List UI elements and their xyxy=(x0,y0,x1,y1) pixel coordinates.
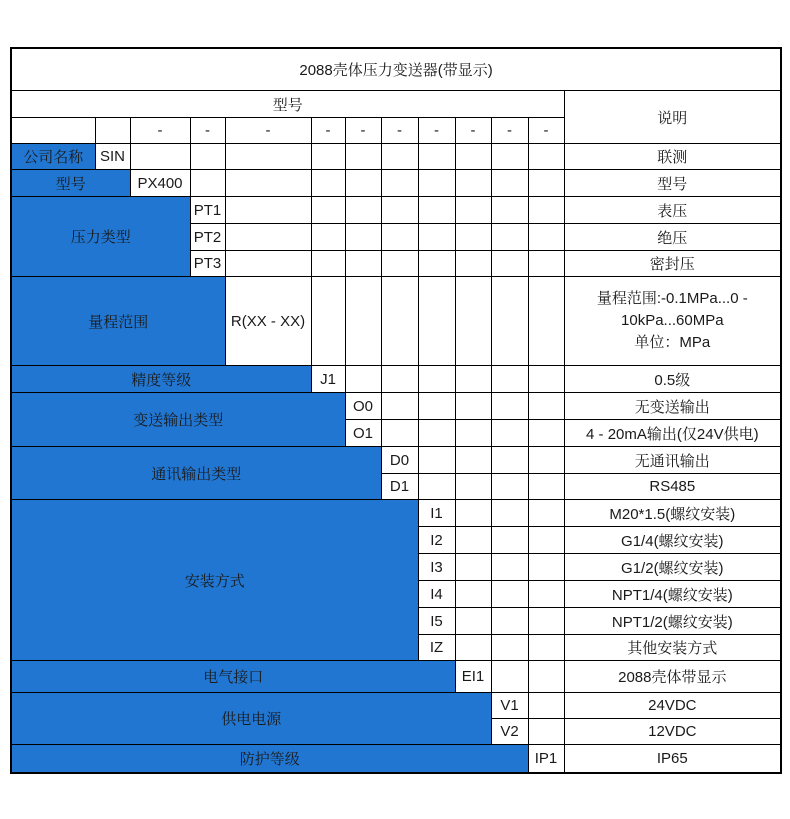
empty-cell xyxy=(455,635,491,661)
desc-cell: 12VDC xyxy=(564,719,781,745)
code-cell-i1: I1 xyxy=(418,500,455,527)
table-row xyxy=(11,197,781,224)
empty-cell xyxy=(418,170,455,197)
range-desc-line2: 10kPa...60MPa xyxy=(621,312,724,329)
empty-cell xyxy=(11,118,95,144)
empty-cell xyxy=(491,527,528,554)
empty-cell xyxy=(225,170,311,197)
empty-cell xyxy=(491,251,528,277)
empty-cell xyxy=(491,197,528,224)
title-row xyxy=(11,48,781,91)
empty-cell xyxy=(491,500,528,527)
empty-cell xyxy=(455,500,491,527)
empty-cell xyxy=(528,500,564,527)
empty-cell xyxy=(491,554,528,581)
empty-cell xyxy=(381,170,418,197)
table-row xyxy=(11,661,781,693)
code-cell-sin: SIN xyxy=(95,144,130,170)
code-cell-pt2: PT2 xyxy=(190,224,225,251)
empty-cell xyxy=(528,581,564,608)
page-title: 2088壳体压力变送器(带显示) xyxy=(11,48,781,91)
empty-cell xyxy=(455,447,491,474)
group-label-company-name: 公司名称 xyxy=(11,144,95,170)
dash-cell: - xyxy=(190,118,225,144)
dash-cell: - xyxy=(491,118,528,144)
empty-cell xyxy=(418,420,455,447)
table-row xyxy=(11,447,781,474)
code-cell-i4: I4 xyxy=(418,581,455,608)
code-cell-j1: J1 xyxy=(311,366,345,393)
desc-cell: 密封压 xyxy=(564,251,781,277)
empty-cell xyxy=(381,420,418,447)
dash-cell: - xyxy=(381,118,418,144)
empty-cell xyxy=(381,366,418,393)
dash-cell: - xyxy=(418,118,455,144)
empty-cell xyxy=(418,393,455,420)
desc-cell: 无变送输出 xyxy=(564,393,781,420)
group-label-comm-output: 通讯输出类型 xyxy=(11,447,381,500)
empty-cell xyxy=(381,197,418,224)
empty-cell xyxy=(381,251,418,277)
empty-cell xyxy=(190,170,225,197)
empty-cell xyxy=(455,170,491,197)
desc-cell: 0.5级 xyxy=(564,366,781,393)
empty-cell xyxy=(225,251,311,277)
code-cell-o1: O1 xyxy=(345,420,381,447)
table-row xyxy=(11,366,781,393)
desc-cell: 2088壳体带显示 xyxy=(564,661,781,693)
empty-cell xyxy=(381,277,418,366)
header-row xyxy=(11,91,781,118)
desc-cell: 无通讯输出 xyxy=(564,447,781,474)
empty-cell xyxy=(491,447,528,474)
range-desc-line1: 量程范围:-0.1MPa...0 - xyxy=(596,290,748,307)
model-selection-table xyxy=(10,47,782,774)
empty-cell xyxy=(455,224,491,251)
empty-cell xyxy=(345,224,381,251)
code-cell-ei1: EI1 xyxy=(455,661,491,693)
empty-cell xyxy=(455,277,491,366)
empty-cell xyxy=(528,197,564,224)
empty-cell xyxy=(418,277,455,366)
dash-cell: - xyxy=(311,118,345,144)
empty-cell xyxy=(381,224,418,251)
desc-cell: RS485 xyxy=(564,474,781,500)
desc-cell-range xyxy=(564,277,781,366)
empty-cell xyxy=(491,581,528,608)
empty-cell xyxy=(528,251,564,277)
empty-cell xyxy=(418,197,455,224)
code-cell-i5: I5 xyxy=(418,608,455,635)
group-label-transmit-output: 变送输出类型 xyxy=(11,393,345,447)
empty-cell xyxy=(491,277,528,366)
dash-cell: - xyxy=(225,118,311,144)
empty-cell xyxy=(130,144,190,170)
desc-cell: 型号 xyxy=(564,170,781,197)
code-cell-d0: D0 xyxy=(381,447,418,474)
table-row xyxy=(11,500,781,527)
empty-cell xyxy=(311,224,345,251)
empty-cell xyxy=(528,635,564,661)
empty-cell xyxy=(418,474,455,500)
code-cell-i2: I2 xyxy=(418,527,455,554)
desc-cell: IP65 xyxy=(564,745,781,773)
empty-cell xyxy=(491,144,528,170)
empty-cell xyxy=(491,474,528,500)
group-label-power-supply: 供电电源 xyxy=(11,693,491,745)
empty-cell xyxy=(491,366,528,393)
group-label-accuracy: 精度等级 xyxy=(11,366,311,393)
empty-cell xyxy=(528,170,564,197)
desc-cell: G1/4(螺纹安装) xyxy=(564,527,781,554)
desc-cell: NPT1/2(螺纹安装) xyxy=(564,608,781,635)
empty-cell xyxy=(455,144,491,170)
empty-cell xyxy=(345,197,381,224)
empty-cell xyxy=(491,635,528,661)
desc-cell: G1/2(螺纹安装) xyxy=(564,554,781,581)
code-cell-px400: PX400 xyxy=(130,170,190,197)
empty-cell xyxy=(528,719,564,745)
table-row xyxy=(11,277,781,366)
empty-cell xyxy=(528,366,564,393)
table-row xyxy=(11,144,781,170)
empty-cell xyxy=(528,693,564,719)
dash-cell: - xyxy=(130,118,190,144)
table-row xyxy=(11,170,781,197)
group-label-model: 型号 xyxy=(11,170,130,197)
code-cell-ip1: IP1 xyxy=(528,745,564,773)
code-cell-iz: IZ xyxy=(418,635,455,661)
empty-cell xyxy=(491,420,528,447)
table-row xyxy=(11,693,781,719)
empty-cell xyxy=(345,170,381,197)
empty-cell xyxy=(311,144,345,170)
code-cell-o0: O0 xyxy=(345,393,381,420)
empty-cell xyxy=(418,224,455,251)
empty-cell xyxy=(455,554,491,581)
empty-cell xyxy=(455,197,491,224)
empty-cell xyxy=(528,527,564,554)
empty-cell xyxy=(418,251,455,277)
empty-cell xyxy=(345,366,381,393)
desc-cell: 表压 xyxy=(564,197,781,224)
empty-cell xyxy=(418,144,455,170)
group-label-installation: 安装方式 xyxy=(11,500,418,661)
table-row xyxy=(11,393,781,420)
desc-cell: 联测 xyxy=(564,144,781,170)
empty-cell xyxy=(491,170,528,197)
empty-cell xyxy=(528,277,564,366)
empty-cell xyxy=(528,554,564,581)
range-desc-line3: 单位：MPa xyxy=(634,334,711,351)
empty-cell xyxy=(345,277,381,366)
table-row xyxy=(11,745,781,773)
description-header: 说明 xyxy=(564,91,781,144)
empty-cell xyxy=(528,474,564,500)
empty-cell xyxy=(381,144,418,170)
empty-cell xyxy=(455,474,491,500)
desc-cell: 绝压 xyxy=(564,224,781,251)
empty-cell xyxy=(345,251,381,277)
empty-cell xyxy=(491,224,528,251)
desc-cell: NPT1/4(螺纹安装) xyxy=(564,581,781,608)
empty-cell xyxy=(418,447,455,474)
group-label-protection-rating: 防护等级 xyxy=(11,745,528,773)
empty-cell xyxy=(225,144,311,170)
dash-cell: - xyxy=(528,118,564,144)
group-label-pressure-type: 压力类型 xyxy=(11,197,190,277)
dash-cell: - xyxy=(455,118,491,144)
dash-cell: - xyxy=(345,118,381,144)
desc-cell: 其他安装方式 xyxy=(564,635,781,661)
code-cell-v2: V2 xyxy=(491,719,528,745)
empty-cell xyxy=(528,447,564,474)
code-cell-pt3: PT3 xyxy=(190,251,225,277)
empty-cell xyxy=(190,144,225,170)
code-cell-i3: I3 xyxy=(418,554,455,581)
empty-cell xyxy=(491,608,528,635)
code-cell-range: R(XX - XX) xyxy=(225,277,311,366)
empty-cell xyxy=(491,661,528,693)
empty-cell xyxy=(311,197,345,224)
empty-cell xyxy=(528,393,564,420)
empty-cell xyxy=(311,251,345,277)
code-cell-pt1: PT1 xyxy=(190,197,225,224)
empty-cell xyxy=(491,393,528,420)
code-cell-v1: V1 xyxy=(491,693,528,719)
group-label-range: 量程范围 xyxy=(11,277,225,366)
empty-cell xyxy=(455,420,491,447)
model-header: 型号 xyxy=(11,91,564,118)
empty-cell xyxy=(528,224,564,251)
empty-cell xyxy=(528,661,564,693)
empty-cell xyxy=(455,251,491,277)
empty-cell xyxy=(418,366,455,393)
desc-cell: 4 - 20mA输出(仅24V供电) xyxy=(564,420,781,447)
empty-cell xyxy=(528,144,564,170)
empty-cell xyxy=(345,144,381,170)
code-cell-d1: D1 xyxy=(381,474,418,500)
group-label-electrical-interface: 电气接口 xyxy=(11,661,455,693)
desc-cell: M20*1.5(螺纹安装) xyxy=(564,500,781,527)
empty-cell xyxy=(225,224,311,251)
empty-cell xyxy=(455,581,491,608)
empty-cell xyxy=(311,277,345,366)
empty-cell xyxy=(225,197,311,224)
empty-cell xyxy=(95,118,130,144)
empty-cell xyxy=(528,420,564,447)
empty-cell xyxy=(381,393,418,420)
empty-cell xyxy=(455,393,491,420)
empty-cell xyxy=(455,366,491,393)
empty-cell xyxy=(528,608,564,635)
desc-cell: 24VDC xyxy=(564,693,781,719)
empty-cell xyxy=(311,170,345,197)
empty-cell xyxy=(455,527,491,554)
empty-cell xyxy=(455,608,491,635)
